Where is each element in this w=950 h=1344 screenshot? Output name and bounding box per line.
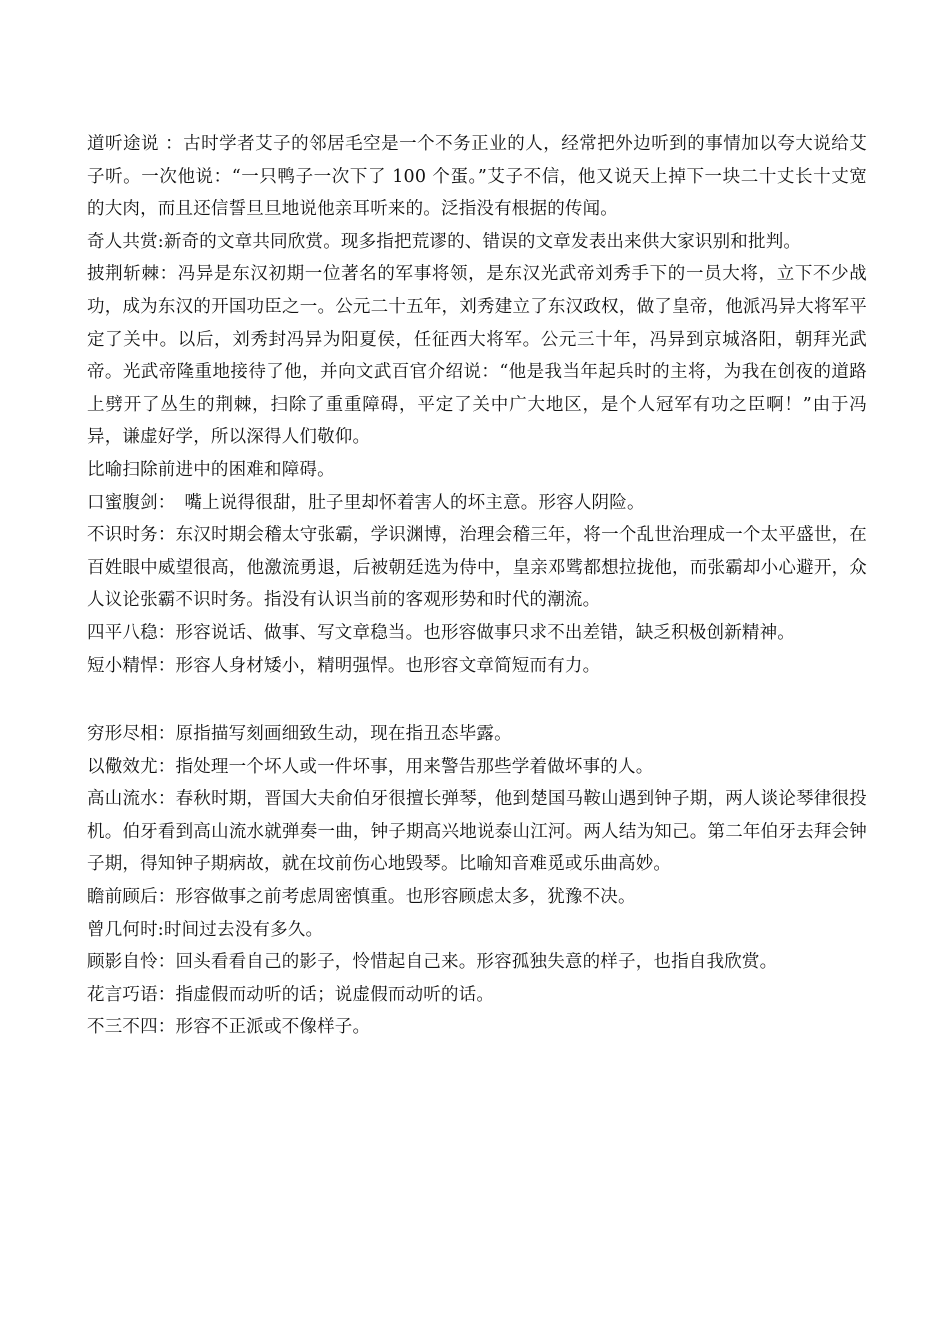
idiom-entry-zhan-qian-gu-hou: 瞻前顾后：形容做事之前考虑周密慎重。也形容顾虑太多，犹豫不决。 [87,887,636,908]
idiom-entry-bu-san-bu-si: 不三不四：形容不正派或不像样子。 [87,1017,371,1038]
idiom-entry-yi-jing-xiao-you: 以儆效尤：指处理一个坏人或一件坏事，用来警告那些学着做坏事的人。 [87,756,654,777]
idiom-entry-pi-jing-zhan-ji: 披荆斩棘：冯异是东汉初期一位著名的军事将领，是东汉光武帝刘秀手下的一员大将，立下不少战功，成为东汉的开国功臣之一。公元二十五年，刘秀建立了东汉政权，做了皇帝，他派冯异大将军平定了关中。以后，刘秀封冯异为阳夏侯，任征西大将军。公元三十年，冯异到京城洛阳，朝拜光武帝。光武帝隆重地接待了他，并向文武百官介绍说：“他是我当年起兵时的主将，为我在创夜的道路上劈开了丛生的荆棘，扫除了重重障碍，平定了关中广大地区，是个人冠军有功之臣啊！”由于冯异，谦虚好学，所以深得人们敬仰。 [87,264,867,448]
idiom-entry-gu-ying-zi-lian: 顾影自怜：回头看看自己的影子，怜惜起自己来。形容孤独失意的样子，也指自我欣赏。 [87,952,778,973]
idiom-entry-hua-yan-qiao-yu: 花言巧语：指虚假而动听的话；说虚假而动听的话。 [87,984,495,1005]
idiom-entry-ceng-ji-he-shi: 曾几何时:时间过去没有多久。 [87,919,324,940]
idiom-entry-qiong-xing-jin-xiang: 穷形尽相：原指描写刻画细致生动，现在指丑态毕露。 [87,724,512,745]
paragraph-gap [87,682,867,718]
idiom-entry-pi-jing-zhan-ji-meaning: 比喻扫除前进中的困难和障碍。 [87,459,335,480]
idiom-entry-gao-shan-liu-shui: 高山流水：春秋时期，晋国大夫俞伯牙很擅长弹琴，他到楚国马鞍山遇到钟子期，两人谈论琴律很投机。伯牙看到高山流水就弹奏一曲，钟子期高兴地说泰山江河。两人结为知己。第二年伯牙去拜会钟子期，得知钟子期病故，就在坟前伤心地毁琴。比喻知音难觅或乐曲高妙。 [87,789,867,875]
idiom-entry-dao-ting-tu-shuo: 道听途说 ：古时学者艾子的邻居毛空是一个不务正业的人，经常把外边听到的事情加以夸大说给艾子听。一次他说：“一只鸭子一次下了 100 个蛋。”艾子不信，他又说天上掉下一块二十丈长十丈宽的大肉，而且还信誓旦旦地说他亲耳听来的。泛指没有根据的传闻。 [87,134,867,220]
idiom-entry-duan-xiao-jing-han: 短小精悍：形容人身材矮小，精明强悍。也形容文章简短而有力。 [87,655,601,676]
idiom-entry-si-ping-ba-wen: 四平八稳：形容说话、做事、写文章稳当。也形容做事只求不出差错，缺乏积极创新精神。 [87,622,795,643]
idiom-list [87,128,867,1044]
idiom-entry-qi-ren-gong-shang: 奇人共赏:新奇的文章共同欣赏。现多指把荒谬的、错误的文章发表出来供大家识别和批判。 [87,231,802,252]
idiom-entry-kou-mi-fu-jian: 口蜜腹剑： 嘴上说得很甜，肚子里却怀着害人的坏主意。形容人阴险。 [87,492,645,513]
idiom-entry-bu-shi-shi-wu: 不识时务：东汉时期会稽太守张霸，学识渊博，治理会稽三年，将一个乱世治理成一个太平盛世，在百姓眼中威望很高，他激流勇退，后被朝廷选为侍中，皇亲邓骘都想拉拢他，而张霸却小心避开，众人议论张霸不识时务。指没有认识当前的客观形势和时代的潮流。 [87,525,867,611]
